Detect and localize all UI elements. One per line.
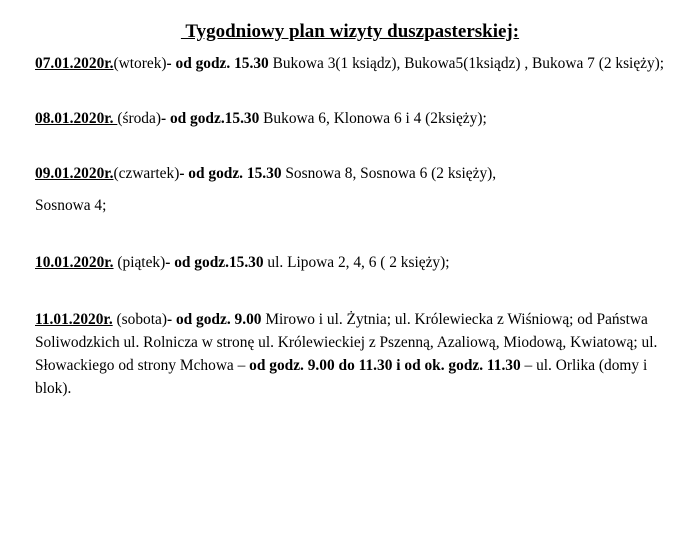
entry-date: 08.01.2020r.	[35, 110, 118, 127]
entry-time: - od godz.15.30	[165, 254, 264, 271]
visit-entry-0107	[35, 52, 675, 75]
entry-date: 10.01.2020r.	[35, 254, 114, 271]
entry-addresses: Bukowa 6, Klonowa 6 i 4 (2księży);	[259, 110, 487, 127]
entry-time: - od godz.15.30	[160, 110, 260, 127]
entry-date: 07.01.2020r.	[35, 55, 114, 72]
entry-day: (wtorek)	[113, 55, 167, 72]
entry-date: 11.01.2020r.	[35, 311, 113, 328]
visit-entry-0108	[35, 107, 675, 130]
visit-entry-0111	[35, 308, 675, 400]
visit-entry-0110	[35, 251, 675, 274]
entry-time: - od godz. 15.30	[166, 55, 269, 72]
entry-day: (sobota)	[112, 311, 167, 328]
entry-time-range: od godz. 9.00 do 11.30 i od ok. godz. 11.30	[249, 357, 521, 374]
entry-addresses: ul. Lipowa 2, 4, 6 ( 2 księży);	[263, 254, 450, 271]
visit-entry-0109	[35, 162, 675, 217]
entry-day: (środa)	[117, 110, 161, 127]
entry-addresses: Bukowa 3(1 ksiądz), Bukowa5(1ksiądz) , Bukowa 7 (2 księży);	[268, 55, 665, 72]
entry-time: - od godz. 15.30	[179, 165, 282, 182]
entry-addresses-continued: – ul. Orlika (domy i blok).	[35, 357, 648, 397]
entry-time: - od godz. 9.00	[166, 311, 262, 328]
entry-day: (czwartek)	[113, 165, 180, 182]
page-title: Tygodniowy plan wizyty duszpasterskiej:	[180, 21, 520, 42]
entry-addresses: Sosnowa 8, Sosnowa 6 (2 księży),	[281, 165, 497, 182]
document-page	[35, 20, 675, 400]
entry-day: (piątek)	[113, 254, 166, 271]
entry-date: 09.01.2020r.	[35, 165, 114, 182]
entry-addresses-continued: Sosnowa 4;	[35, 197, 107, 214]
entry-addresses: Mirowo i ul. Żytnia; ul. Królewiecka z Wiśniową; od Państwa Soliwodzkich ul. Rolnicza w stronę ul. Królewieckiej z Pszenną, Azaliową, Miodową, Kwiatową; ul. Słowackiego od strony Mchowa –	[35, 311, 658, 374]
